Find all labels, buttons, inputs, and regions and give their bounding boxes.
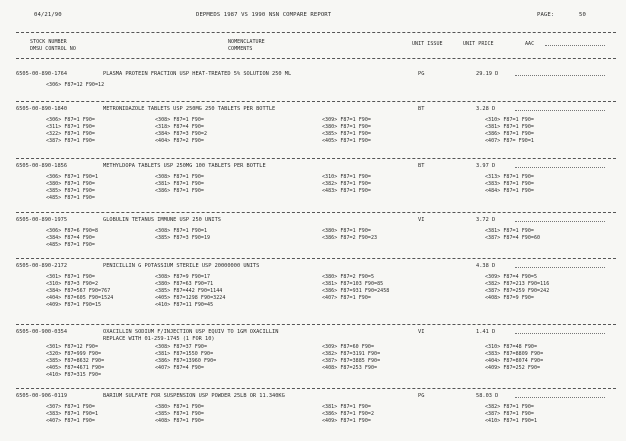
control-entry: <310> F87=48 F90= (485, 344, 538, 350)
control-entry: <409> F87=1 F90=15 (46, 302, 102, 308)
item-aac-leader (515, 333, 605, 334)
col-control-no: DMSU CONTROL NO (30, 46, 76, 52)
item-unit-issue: VI (418, 329, 425, 335)
control-entry: <306> F87=1 F90=1 (46, 174, 99, 180)
control-entry: <384> F87=4 F90= (46, 235, 95, 241)
control-entry: <386> F87=13960 F90= (155, 358, 217, 364)
control-entry: <310> F87=1 F90= (485, 117, 534, 123)
item-separator (16, 212, 616, 213)
control-entry: <381> F87=103 F90=85 (322, 281, 384, 287)
item-description: PENICILLIN G POTASSIUM STERILE USP 20000000 UNITS (103, 263, 260, 269)
item-separator (16, 158, 616, 159)
aac-leader (545, 45, 605, 46)
control-entry: <386> F87=2 F90=23 (322, 235, 378, 241)
control-entry: <307> F87=1 F90= (46, 404, 95, 410)
control-entry: <484> F87=1 F90= (485, 188, 534, 194)
col-unit-issue: UNIT ISSUE (412, 41, 443, 47)
control-entry: <382> F87=1 F90= (322, 181, 371, 187)
control-entry: <405> F87=1298 F90=3224 (155, 295, 226, 301)
item-aac-leader (515, 267, 605, 268)
control-entry: <485> F87=1 F90= (46, 242, 95, 248)
control-entry: <311> F87=1 F90= (46, 124, 95, 130)
item-aac-leader (515, 221, 605, 222)
control-entry: <407> F87= F90=1 (485, 138, 534, 144)
control-entry: <310> F87=1 F90= (322, 174, 371, 180)
item-unit-price: 3.28 D (476, 106, 496, 112)
control-entry: <407> F87=1 F90= (46, 418, 95, 424)
control-entry: <410> F87=315 F90= (46, 372, 102, 378)
col-comments: COMMENTS (228, 46, 253, 52)
col-unit-price: UNIT PRICE (463, 41, 494, 47)
item-aac-leader (515, 167, 605, 168)
control-entry: <310> F87=3 F90=2 (46, 281, 99, 287)
item-unit-issue: VI (418, 217, 425, 223)
control-entry: <405> F87=1 F90= (322, 138, 371, 144)
item-description-note: REPLACE WITH 01-259-1745 (1 FOR 10) (103, 336, 215, 342)
item-description: METRONIDAZOLE TABLETS USP 250MG 250 TABLETS PER BOTTLE (103, 106, 276, 112)
item-nsn: 6505-00-890-1856 (16, 163, 68, 169)
control-entry: <382> F87=213 F90=116 (485, 281, 550, 287)
control-entry: <410> F87=1 F90=1 (485, 418, 538, 424)
item-nsn: 6505-00-906-0119 (16, 393, 68, 399)
item-unit-price: 3.97 D (476, 163, 496, 169)
item-nsn: 6505-00-890-1764 (16, 71, 68, 77)
item-unit-issue: BT (418, 163, 425, 169)
control-entry: <382> F87=3191 F90= (322, 351, 381, 357)
item-aac-leader (515, 110, 605, 111)
item-unit-price: 3.72 D (476, 217, 496, 223)
item-nsn: 6505-00-890-2172 (16, 263, 68, 269)
control-entry: <407> F87=4 F90= (155, 365, 204, 371)
item-description: OXACILLIN SODIUM F/INJECTION USP EQUIV TO 1GM OXACILLIN (103, 329, 279, 335)
control-entry: <318> F87=4 F90= (155, 124, 204, 130)
control-entry: <306> F87=12 F90=12 (46, 82, 105, 88)
page-label: PAGE: (537, 12, 555, 18)
control-entry: <309> F87=4 F90=5 (485, 274, 538, 280)
control-entry: <385> F87=1 F90= (46, 188, 95, 194)
item-description: PLASMA PROTEIN FRACTION USP HEAT-TREATED 5% SOLUTION 250 ML (103, 71, 292, 77)
control-entry: <380> F87=2 F90=5 (322, 274, 375, 280)
control-entry: <386> F87=1 F90= (485, 131, 534, 137)
item-nsn: 6505-00-890-1840 (16, 106, 68, 112)
control-entry: <320> F87=999 F90= (46, 351, 102, 357)
control-entry: <309> F87=60 F90= (322, 344, 375, 350)
control-entry: <380> F87=1 F90= (46, 181, 95, 187)
item-nsn: 6505-00-900-0354 (16, 329, 68, 335)
control-entry: <381> F87=1 F90= (485, 124, 534, 130)
item-description: METHYLDOPA TABLETS USP 250MG 100 TABLETS PER BOTTLE (103, 163, 266, 169)
item-unit-issue: BT (418, 106, 425, 112)
control-entry: <387> F87=4 F90=60 (485, 235, 541, 241)
control-entry: <409> F87=252 F90= (485, 365, 541, 371)
control-entry: <387> F87=3885 F90= (322, 358, 381, 364)
control-entry: <380> F87=1 F90= (322, 124, 371, 130)
control-entry: <381> F87=1550 F90= (155, 351, 214, 357)
item-separator (16, 258, 616, 259)
report-date: 04/21/90 (34, 12, 62, 18)
header-rule-bottom (16, 58, 616, 59)
control-entry: <308> F87=37 F90= (155, 344, 208, 350)
control-entry: <381> F87=1 F90= (322, 404, 371, 410)
control-entry: <385> F87=1 F90= (155, 411, 204, 417)
control-entry: <308> F87=1 F90= (155, 117, 204, 123)
report-title: DEPMEDS 1987 VS 1990 NSN COMPARE REPORT (196, 12, 332, 18)
control-entry: <313> F87=1 F90= (485, 174, 534, 180)
col-aac: AAC (525, 41, 535, 47)
col-nomenclature: NOMENCLATURE (228, 39, 265, 45)
control-entry: <383> F87=1 F90=1 (46, 411, 99, 417)
control-entry: <380> F87=1 F90= (322, 228, 371, 234)
control-entry: <380> F87=1 F90= (155, 404, 204, 410)
control-entry: <301> F87=12 F90= (46, 344, 99, 350)
control-entry: <381> F87=1 F90= (485, 228, 534, 234)
control-entry: <384> F87=3 F90=2 (155, 131, 208, 137)
control-entry: <306> F87=6 F90=8 (46, 228, 99, 234)
item-unit-price: 58.03 D (476, 393, 499, 399)
control-entry: <382> F87=1 F90= (485, 404, 534, 410)
control-entry: <385> F87=1 F90= (322, 131, 371, 137)
control-entry: <405> F87=4671 F90= (46, 365, 105, 371)
header-rule-top (16, 32, 616, 33)
item-unit-issue: PG (418, 71, 425, 77)
control-entry: <408> F87=9 F90= (485, 295, 534, 301)
item-nsn: 6505-00-890-1975 (16, 217, 68, 223)
control-entry: <385> F87=8632 F90= (46, 358, 105, 364)
control-entry: <385> F87=442 F90=1144 (155, 288, 223, 294)
control-entry: <407> F87=1 F90= (322, 295, 371, 301)
control-entry: <306> F87=1 F90= (46, 117, 95, 123)
page-number: 50 (579, 12, 586, 18)
control-entry: <380> F87=63 F90=71 (155, 281, 214, 287)
control-entry: <387> F87=1 F90= (46, 138, 95, 144)
item-unit-price: 29.19 D (476, 71, 499, 77)
control-entry: <404> F87=8074 F90= (485, 358, 544, 364)
control-entry: <308> F87=9 F90=17 (155, 274, 211, 280)
control-entry: <408> F87=253 F90= (322, 365, 378, 371)
control-entry: <409> F87=1 F90= (322, 418, 371, 424)
control-entry: <386> F87=931 F90=2458 (322, 288, 390, 294)
item-unit-issue: PG (418, 393, 425, 399)
control-entry: <410> F87=11 F90=45 (155, 302, 214, 308)
control-entry: <308> F87=1 F90=1 (155, 228, 208, 234)
control-entry: <384> F87=567 F90=767 (46, 288, 111, 294)
item-description: BARIUM SULFATE FOR SUSPENSION USP POWDER 25LB OR 11.340KG (103, 393, 285, 399)
control-entry: <383> F87=1 F90= (485, 181, 534, 187)
item-separator (16, 388, 616, 389)
item-aac-leader (515, 397, 605, 398)
control-entry: <381> F87=1 F90= (155, 181, 204, 187)
control-entry: <404> F87=605 F90=1524 (46, 295, 114, 301)
control-entry: <386> F87=1 F90= (155, 188, 204, 194)
control-entry: <485> F87=1 F90= (46, 195, 95, 201)
item-separator (16, 324, 616, 325)
control-entry: <308> F87=1 F90= (155, 174, 204, 180)
control-entry: <387> F87=1 F90= (485, 411, 534, 417)
control-entry: <385> F87=3 F90=19 (155, 235, 211, 241)
item-aac-leader (515, 75, 605, 76)
control-entry: <309> F87=1 F90= (322, 117, 371, 123)
control-entry: <404> F87=2 F90= (155, 138, 204, 144)
control-entry: <322> F87=1 F90= (46, 131, 95, 137)
item-unit-price: 1.41 D (476, 329, 496, 335)
col-stock-number: STOCK NUMBER (30, 39, 67, 45)
item-description: GLOBULIN TETANUS IMMUNE USP 250 UNITS (103, 217, 221, 223)
control-entry: <387> F87=259 F90=242 (485, 288, 550, 294)
control-entry: <483> F87=1 F90= (322, 188, 371, 194)
control-entry: <383> F87=8809 F90= (485, 351, 544, 357)
control-entry: <408> F87=1 F90= (155, 418, 204, 424)
control-entry: <386> F87=1 F90=2 (322, 411, 375, 417)
item-unit-price: 4.38 D (476, 263, 496, 269)
control-entry: <301> F87=1 F90= (46, 274, 95, 280)
item-separator (16, 101, 616, 102)
